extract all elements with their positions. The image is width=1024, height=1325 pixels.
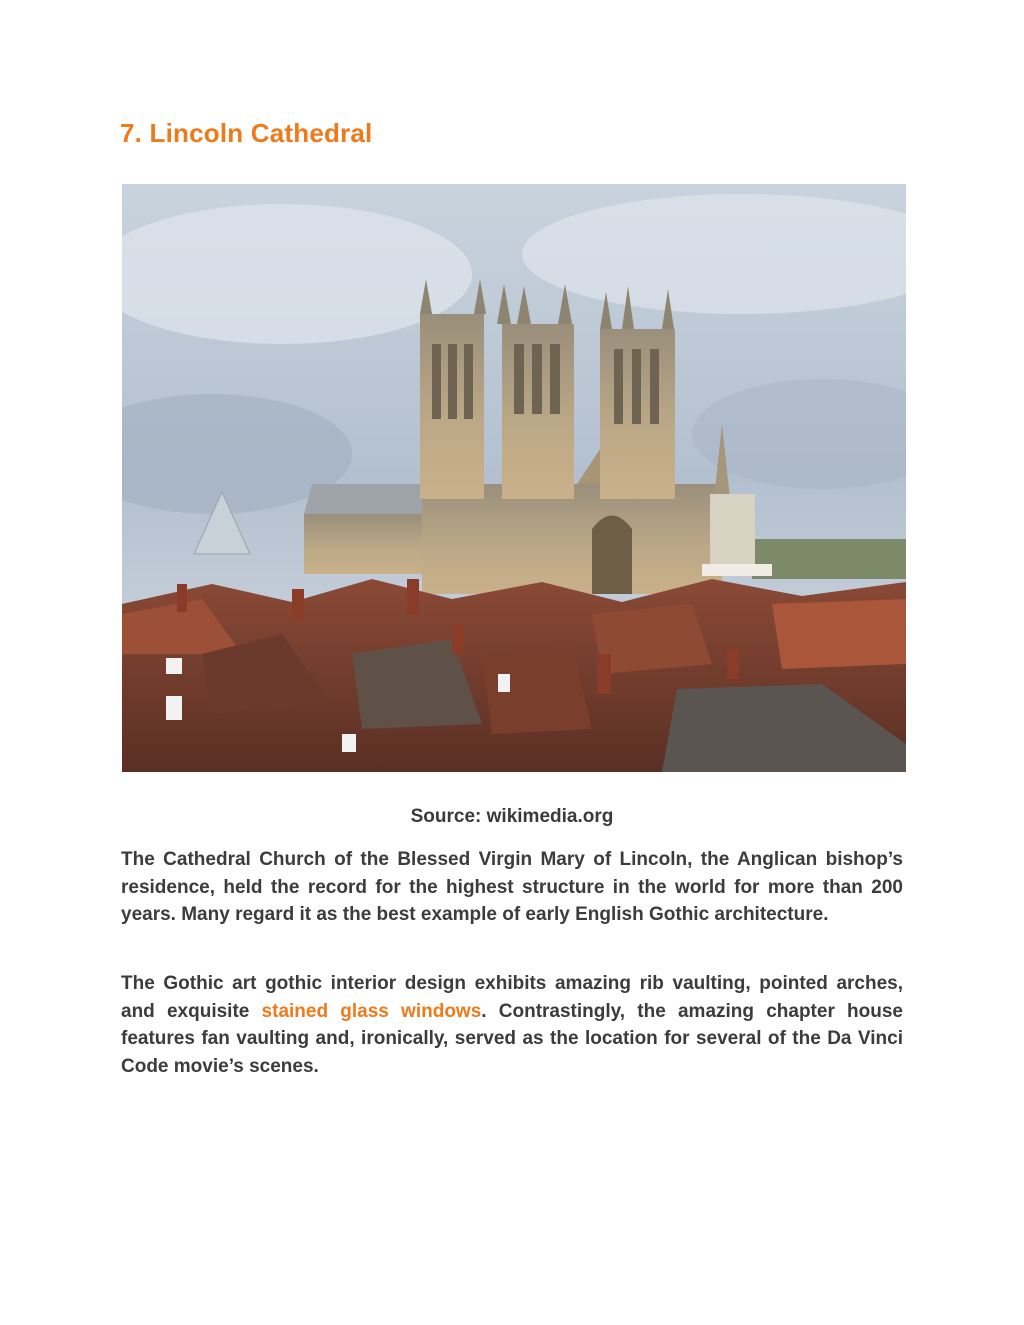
- paragraph-text-before-link: The Gothic art gothic interior design exhibits amazing rib vaulting, pointed arches, and exquisite: [121, 973, 903, 1022]
- paragraph-history: The Cathedral Church of the Blessed Virgin Mary of Lincoln, the Anglican bishop’s residence, held the record for the highest structure in the world for more than 200 years. Many regard it as the best example of early English Gothic architecture.: [121, 849, 903, 925]
- paragraph-interior: [121, 970, 903, 1080]
- cathedral-photo: [122, 184, 906, 772]
- paragraph-text-after-link: . Contrastingly, the amazing chapter house features fan vaulting and, ironically, served as the location for several of the Da Vinci Code movie’s scenes.: [121, 1000, 903, 1077]
- page-title: 7. Lincoln Cathedral: [120, 118, 373, 148]
- stained-glass-windows-link[interactable]: stained glass windows: [261, 1000, 482, 1022]
- image-source-caption: Source: wikimedia.org: [410, 806, 614, 827]
